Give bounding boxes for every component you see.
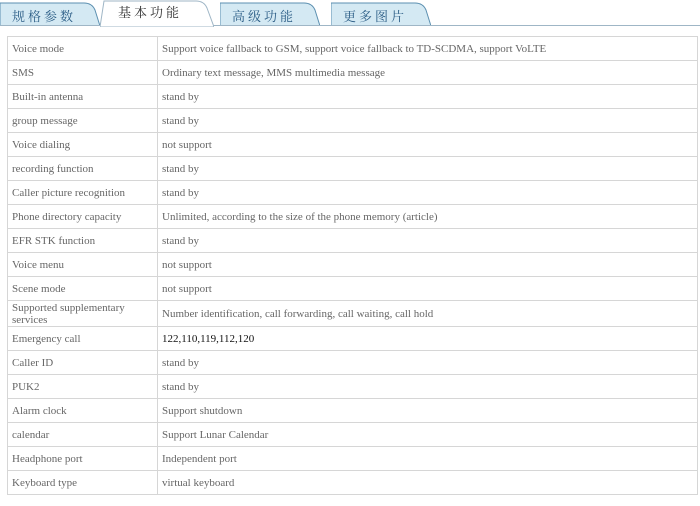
spec-value: 122,110,119,112,120 [158,327,698,351]
spec-key: recording function [8,157,158,181]
table-row [8,301,698,327]
spec-key: Voice menu [8,253,158,277]
spec-key: SMS [8,61,158,85]
spec-value: Support shutdown [158,399,698,423]
table-row [8,61,698,85]
spec-key: calendar [8,423,158,447]
spec-key: Emergency call [8,327,158,351]
table-row [8,423,698,447]
table-row [8,37,698,61]
spec-value: stand by [158,229,698,253]
spec-value: not support [158,133,698,157]
table-row [8,181,698,205]
spec-key: Caller ID [8,351,158,375]
spec-key: Phone directory capacity [8,205,158,229]
spec-value: stand by [158,157,698,181]
tab-more-pictures[interactable] [331,2,431,26]
spec-key: Built-in antenna [8,85,158,109]
tab-label: 基本功能 [118,6,183,21]
table-row [8,399,698,423]
spec-key: Scene mode [8,277,158,301]
table-row [8,447,698,471]
spec-value: virtual keyboard [158,471,698,495]
table-row [8,109,698,133]
table-row [8,229,698,253]
tab-label: 高级功能 [232,10,297,25]
spec-value: stand by [158,375,698,399]
table-row [8,205,698,229]
tab-advanced-functions[interactable] [220,2,320,26]
table-row [8,471,698,495]
tab-specifications[interactable] [0,2,100,26]
tab-basic-functions[interactable] [100,0,214,27]
spec-value: stand by [158,351,698,375]
spec-key: Voice mode [8,37,158,61]
tab-label: 更多图片 [343,10,408,25]
spec-key: EFR STK function [8,229,158,253]
spec-key: PUK2 [8,375,158,399]
spec-value: Support Lunar Calendar [158,423,698,447]
table-row [8,133,698,157]
table-row [8,327,698,351]
spec-value: not support [158,253,698,277]
spec-key: Headphone port [8,447,158,471]
spec-key: Voice dialing [8,133,158,157]
spec-value: Unlimited, according to the size of the phone memory (article) [158,205,698,229]
spec-value: stand by [158,181,698,205]
spec-value: Number identification, call forwarding, call waiting, call hold [158,301,698,327]
tab-bar [0,0,700,26]
specs-table [7,36,698,495]
table-row [8,85,698,109]
table-row [8,351,698,375]
spec-value: stand by [158,85,698,109]
table-row [8,253,698,277]
spec-value: Support voice fallback to GSM, support voice fallback to TD-SCDMA, support VoLTE [158,37,698,61]
table-row [8,277,698,301]
spec-key: group message [8,109,158,133]
table-row [8,157,698,181]
spec-value: not support [158,277,698,301]
spec-value: stand by [158,109,698,133]
spec-key: Alarm clock [8,399,158,423]
spec-value: Ordinary text message, MMS multimedia message [158,61,698,85]
spec-key: Supported supplementary services [8,301,158,327]
table-row [8,375,698,399]
tab-label: 规格参数 [12,10,77,25]
spec-key: Keyboard type [8,471,158,495]
spec-value: Independent port [158,447,698,471]
spec-key: Caller picture recognition [8,181,158,205]
